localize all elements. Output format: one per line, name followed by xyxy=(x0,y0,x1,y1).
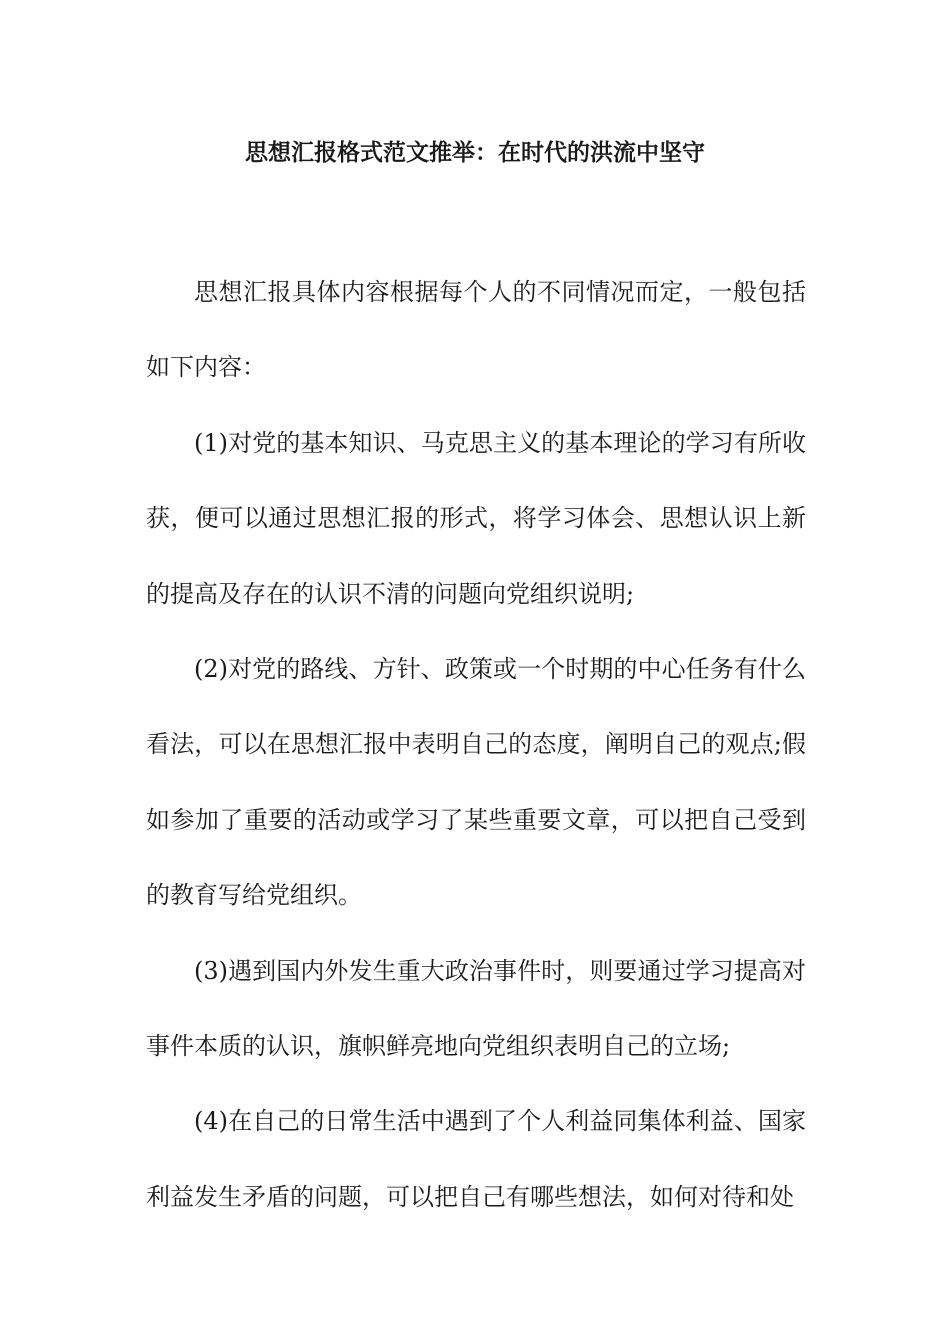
paragraph-item-3: (3)遇到国内外发生重大政治事件时，则要通过学习提高对事件本质的认识，旗帜鲜亮地向党组织表明自己的立场; xyxy=(146,956,806,1061)
document-title: 思想汇报格式范文推举：在时代的洪流中坚守 xyxy=(245,140,705,166)
paragraph-item-1: (1)对党的基本知识、马克思主义的基本理论的学习有所收获，便可以通过思想汇报的形式，将学习体会、思想认识上新的提高及存在的认识不清的问题向党组织说明; xyxy=(146,428,806,608)
document-body xyxy=(146,255,806,1235)
paragraph-item-4: (4)在自己的日常生活中遇到了个人利益同集体利益、国家利益发生矛盾的问题，可以把自己有哪些想法，如何对待和处 xyxy=(146,1107,806,1211)
paragraph-intro: 思想汇报具体内容根据每个人的不同情况而定，一般包括如下内容： xyxy=(146,278,806,382)
paragraph-item-2: (2)对党的路线、方针、政策或一个时期的中心任务有什么看法，可以在思想汇报中表明自己的态度，阐明自己的观点;假如参加了重要的活动或学习了某些重要文章，可以把自己受到的教育写给党组织。 xyxy=(146,655,806,910)
